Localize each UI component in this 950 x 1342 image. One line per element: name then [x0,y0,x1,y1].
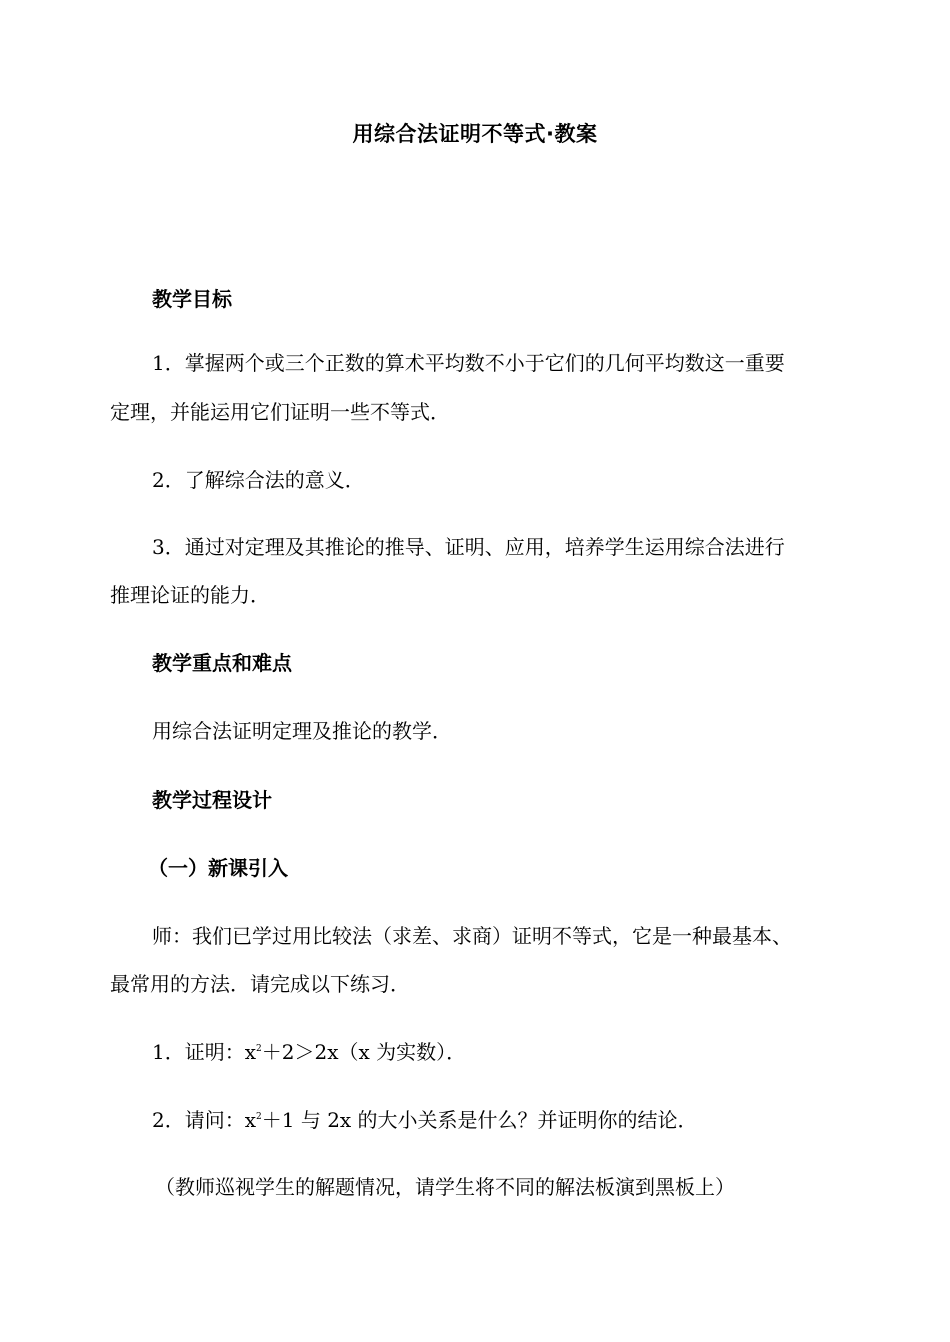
exercise-2-exponent: 2 [256,1112,262,1122]
heading-focus: 教学重点和难点 [152,651,292,675]
exercise-1-text-start: 1．证明：x [152,1040,257,1064]
exercise-2 [152,1104,892,1136]
exercise-1 [152,1036,892,1068]
subheading-intro: （一）新课引入 [148,856,288,880]
heading-teaching-goals: 教学目标 [152,287,232,311]
heading-process: 教学过程设计 [152,788,272,812]
teacher-line-1: 师：我们已学过用比较法（求差、求商）证明不等式，它是一种最基本、 [152,924,792,948]
document-title: 用综合法证明不等式·教案 [352,122,598,146]
teacher-note: （教师巡视学生的解题情况，请学生将不同的解法板演到黑板上） [155,1175,735,1199]
exercise-1-text-end: ＋2＞2x（x 为实数）． [261,1040,467,1064]
teacher-line-2: 最常用的方法．请完成以下练习． [110,972,410,996]
goal-3-line-2: 推理论证的能力． [110,583,270,607]
exercise-2-text-start: 2．请问：x [152,1108,257,1132]
goal-1-line-2: 定理，并能运用它们证明一些不等式． [110,400,450,424]
exercise-1-exponent: 2 [256,1044,262,1054]
goal-3-line-1: 3．通过对定理及其推论的推导、证明、应用，培养学生运用综合法进行 [152,535,785,559]
exercise-2-text-end: ＋1 与 2x 的大小关系是什么？并证明你的结论． [261,1108,698,1132]
goal-1-line-1: 1．掌握两个或三个正数的算术平均数不小于它们的几何平均数这一重要 [152,351,785,375]
focus-text: 用综合法证明定理及推论的教学． [152,719,452,743]
goal-2: 2．了解综合法的意义． [152,468,365,492]
